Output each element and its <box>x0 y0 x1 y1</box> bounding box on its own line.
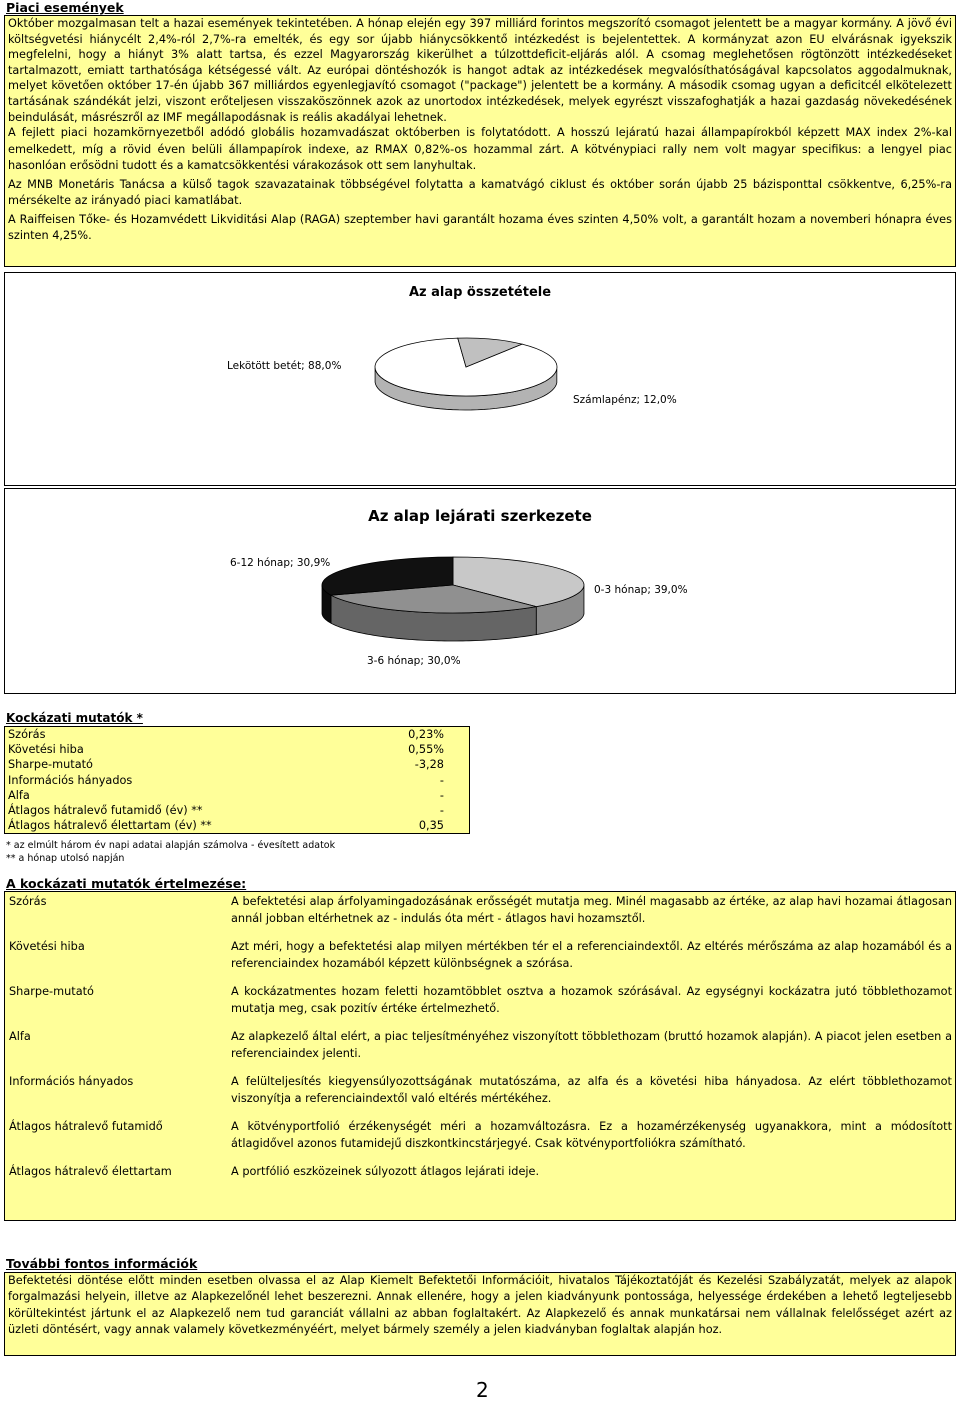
risk-value: - <box>439 788 444 802</box>
interpretation-term: Alfa <box>9 1030 31 1043</box>
maturity-label-0-3: 0-3 hónap; 39,0% <box>594 584 688 596</box>
risk-value: - <box>439 804 444 818</box>
risk-value: 0,23% <box>408 728 444 741</box>
risk-row <box>5 757 469 772</box>
interpretation-term: Követési hiba <box>9 940 85 953</box>
interpretation-definition: Az alapkezelő által elért, a piac teljesítményéhez viszonyított többlethozam (bruttó hozamok alapján). A piacot jelen esetben a referenciaindex jelenti. <box>231 1030 952 1060</box>
risk-row <box>5 742 469 757</box>
composition-label-deposit: Lekötött betét; 88,0% <box>227 360 342 372</box>
composition-chart-title: Az alap összetétele <box>408 285 552 300</box>
risk-row <box>5 727 469 742</box>
composition-chart <box>4 272 956 486</box>
risk-value: 0,55% <box>408 743 444 757</box>
composition-pie <box>5 273 955 485</box>
interpretation-box <box>4 891 956 1221</box>
risk-note-1: * az elmúlt három év napi adatai alapján számolva - évesített adatok <box>6 840 336 851</box>
market-events-box <box>4 15 956 267</box>
interpretation-definition: A kötvényportfolió érzékenységét méri a hozamváltozásra. Ez a hozamérzékenység ugyanakkora, mint a módosított átlagidővel azonos futamidejű diszkontkincstárjegyé. Csak kötvényportfoliókra számítható. <box>231 1120 952 1150</box>
risk-label: Sharpe-mutató <box>8 758 93 772</box>
info-box <box>4 1272 956 1356</box>
maturity-chart <box>4 488 956 694</box>
interpretation-term: Átlagos hátralevő élettartam <box>9 1165 172 1178</box>
market-paragraph-1: Október mozgalmasan telt a hazai események tekintetében. A hónap elején egy 397 milliárd forintos megszorító csomagot jelentett be a magyar kormány. A jövő évi költségvetési hiánycélt 2,4%-ról 2,7%-ra emelték, és egy sor újabb hiánycsökkentő intézkedést is bejelentettek. A kormányzat azon EU elvárásnak igyekszik megfelelni, hogy a hiányt 3% alatt tartsa, és ezzel Magyarország kikerülhet a túlzottdeficit-eljárás alól. A csomag meglehetősen rögtönzött intézkedéseket tartalmazott, emiatt tarthatósága kétségessé vált. Az európai döntéshozók is hangot adtak az intézkedések megvalósíthatóságával kapcsolatos aggodalmuknak, melyet követően október 17-én újabb 367 milliárdos egyenlegjavító csomagot ("package") jelentett be a kormány. A második csomag ugyan a deficitcél elkötelezett tartásának szándékát jelzi, viszont erőteljesen visszaköszönnek azok az unortodox intézkedések, melyek egyrészt visszafoghatják a hazai gazdaság növekedésének beindulását, másrészről az IMF megállapodásnak is reális akadályai lehetnek. <box>8 17 952 124</box>
interpretation-definition: A befektetési alap árfolyamingadozásának erősségét mutatja meg. Minél magasabb az értéke, az alap havi hozamai átlagosan annál jobban eltérhetnek az - indulás óta mért - átlagos havi hozamsztől. <box>231 895 952 925</box>
risk-label: Információs hányados <box>8 773 133 787</box>
risk-label: Alfa <box>8 788 30 802</box>
maturity-chart-title: Az alap lejárati szerkezete <box>368 507 592 525</box>
interpretation-definition: A portfólió eszközeinek súlyozott átlagos lejárati ideje. <box>231 1165 540 1178</box>
risk-label: Átlagos hátralevő élettartam (év) ** <box>8 819 212 833</box>
risk-note-2: ** a hónap utolsó napján <box>6 853 125 864</box>
risk-value: - <box>439 773 444 787</box>
maturity-pie <box>5 489 955 693</box>
info-text: Befektetési döntése előtt minden esetben olvassa el az Alap Kiemelt Befektetői Információit, hivatalos Tájékoztatóját és Kezelési Szabályzatát, melyek az alapok forgalmazási helyein, illetve az Alapkezelőnél lehet beszerezni. Annak ellenére, hogy a jelen kiadványunk pontossága, helyessége érdekében a lehető legteljesebb körültekintést jártunk el az Alapkezelő nem tud garanciát vállalni az abban foglaltakért. Az Alapkezelő és annak munkatársai nem vállalnak felelősséget azért az üzleti döntésért, vagy annak valamely következményéért, melyet bármely személy a jelen kiadványban foglaltak alapján hoz. <box>8 1274 952 1336</box>
risk-table-box <box>4 726 470 834</box>
risk-row <box>5 788 469 803</box>
risk-value: 0,35 <box>418 819 444 833</box>
market-paragraph-2: A fejlett piaci hozamkörnyezetből adódó globális hozamvadászat októberben is folytatódott. A hosszú lejáratú hazai állampapírokból képzett MAX index 2%-kal emelkedett, míg a rövid éven belüli állampapírok indexe, az RMAX 0,82%-os hozammal zárt. A kötvénypiaci rally nem volt magyar specifikus: a lengyel piac hasonlóan erősödni tudott és a kamatcsökkentési várakozások ott sem lanyhultak. <box>8 126 952 173</box>
maturity-label-3-6: 3-6 hónap; 30,0% <box>367 655 461 667</box>
page-number: 2 <box>476 1378 489 1402</box>
interpretation-term: Információs hányados <box>9 1075 134 1088</box>
risk-label: Átlagos hátralevő futamidő (év) ** <box>8 804 203 818</box>
interpretation-definition: A kockázatmentes hozam feletti hozamtöbblet osztva a hozamok szórásával. Az egységnyi kockázatra jutó többlethozamot mutatja meg, csak pozitív értéke értelmezhető. <box>231 985 952 1015</box>
risk-label: Követési hiba <box>8 743 84 757</box>
composition-label-cash: Számlapénz; 12,0% <box>573 394 677 406</box>
risk-row <box>5 773 469 788</box>
risk-row <box>5 803 469 818</box>
interpretation-title: A kockázati mutatók értelmezése: <box>6 876 247 891</box>
risk-label: Szórás <box>8 728 46 741</box>
market-paragraph-3: Az MNB Monetáris Tanácsa a külső tagok szavazatainak többségével folytatta a kamatvágó ciklust és október során újabb 25 bázisponttal csökkentve, 6,25%-ra mérsékelte az irányadó piaci kamatlábat. <box>8 177 952 208</box>
interpretation-definition: Azt méri, hogy a befektetési alap milyen mértékben tér el a referenciaindextől. Az eltérés mérőszáma az alap hozamából és a referenciaindex hozamából képzett különbségnek a szórása. <box>231 940 952 970</box>
maturity-label-6-12: 6-12 hónap; 30,9% <box>230 557 331 569</box>
risk-table <box>5 727 469 833</box>
interpretation-term: Sharpe-mutató <box>9 985 94 998</box>
interpretation-term: Szórás <box>9 895 47 908</box>
info-title: További fontos információk <box>6 1256 198 1271</box>
interpretation-definition: A felülteljesítés kiegyensúlyozottságának mutatószáma, az alfa és a követési hiba hányadosa. Az elért többlethozamot viszonyítja a referenciaindextől való eltérés mértékéhez. <box>231 1075 952 1105</box>
interpretation-term: Átlagos hátralevő futamidő <box>9 1120 163 1133</box>
market-events-title: Piaci események <box>6 0 124 15</box>
risk-row <box>5 818 469 833</box>
market-paragraph-4: A Raiffeisen Tőke- és Hozamvédett Likviditási Alap (RAGA) szeptember havi garantált hozama éves szinten 4,50% volt, a garantált hozam a novemberi hónapra éves szinten 4,25%. <box>8 212 952 243</box>
risk-title: Kockázati mutatók * <box>6 711 143 725</box>
risk-value: -3,28 <box>414 758 444 772</box>
